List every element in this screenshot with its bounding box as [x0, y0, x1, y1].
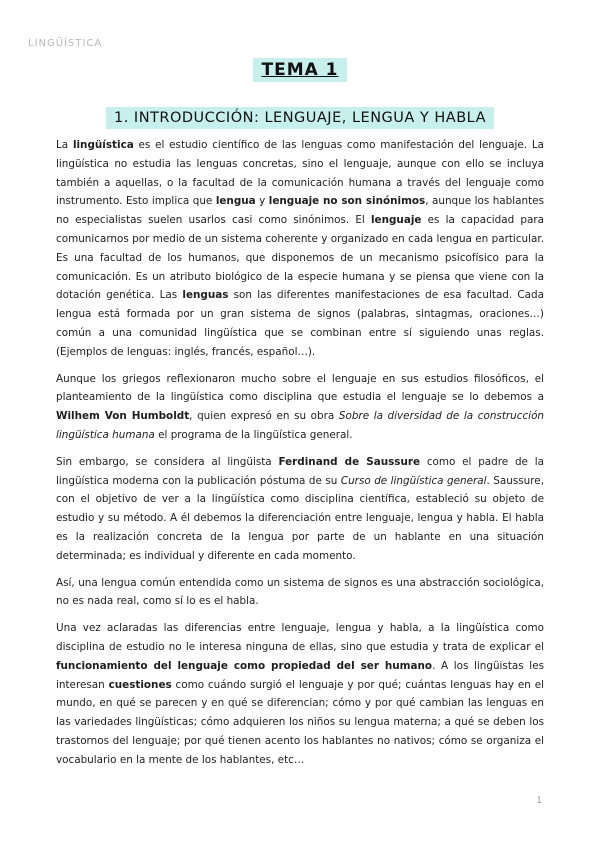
- text-run: Así, una lengua común entendida como un sistema de signos es una abstracción sociológica, no es nada real, como sí lo es el habla.: [56, 576, 544, 608]
- bold-term: funcionamiento del lenguaje como propiedad del ser humano: [56, 659, 433, 672]
- paragraph: [56, 136, 544, 362]
- text-run: son las diferentes manifestaciones de esa facultad. Cada lengua está formada por un gran sistema de signos (palabras, sintagmas, oraciones…) común a una comunidad lingüística que se combinan entre sí siguiendo unas reglas. (Ejemplos de lenguas: inglés, francés, español…).: [56, 289, 544, 358]
- text-run: Sin embargo, se considera al lingüista: [56, 455, 279, 468]
- text-run: Aunque los griegos reflexionaron mucho sobre el lenguaje en sus estudios filosóficos, el planteamiento de la lingüística como disciplina que estudia el lenguaje se lo debemos a: [56, 372, 544, 404]
- text-run: es la capacidad para comunicarnos por medio de un sistema coherente y organizado en cada lengua en particular. Es una facultad de los humanos, que disponemos de un mecanismo psicofísico para la comunicación. Es un atributo biológico de la especie humana y se piensa que viene con la dotación genética. Las: [56, 214, 545, 302]
- section-heading: 1. INTRODUCCIÓN: LENGUAJE, LENGUA Y HABLA: [106, 107, 494, 129]
- title-container: [0, 58, 600, 82]
- bold-term: lenguaje no son sinónimos: [268, 195, 426, 208]
- paragraph: [56, 370, 544, 445]
- text-run: como cuándo surgió el lenguaje y por qué; cuántas lenguas hay en el mundo, en qué se parecen y en qué se diferencian; cómo y por qué cambian las lenguas en las variedades lingüísticas; cómo adquieren los niños su lengua materna; a qué se deben los trastornos del lenguaje; por qué tienen acento los hablantes no nativos; cómo se organiza el vocabulario en la mente de los hablantes, etc…: [56, 678, 544, 766]
- text-run: el programa de la lingüística general.: [154, 428, 353, 441]
- page-title: TEMA 1: [253, 58, 346, 82]
- text-run: , aunque los hablantes no especialistas suelen usarlos casi como sinónimos. El: [56, 195, 544, 227]
- paragraph: [56, 453, 544, 566]
- text-run: , quien expresó en su obra: [189, 410, 339, 423]
- text-run: . A los lingüistas les interesan: [56, 659, 545, 691]
- text-run: Una vez aclaradas las diferencias entre lenguaje, lengua y habla, a la lingüística como disciplina de estudio no le interesa ninguna de ellas, sino que estudia y trata de explicar el: [56, 622, 544, 653]
- bold-term: lingüística: [72, 139, 134, 151]
- section-container: [0, 107, 600, 129]
- text-run: . Saussure, con el objetivo de ver a la lingüística como disciplina científica, estableció su objeto de estudio y su método. A él debemos la diferenciación entre lenguaje, lengua y habla. El habla es la realización concreta de la lengua por parte de un hablante en una situación determinada; es individual y diferente en cada momento.: [56, 474, 544, 562]
- body-text: [56, 136, 544, 778]
- bold-term: Wilhem Von Humboldt: [56, 410, 190, 423]
- italic-title: Sobre la diversidad de la construcción lingüística humana: [56, 410, 545, 441]
- text-run: La: [56, 139, 73, 151]
- text-run: es el estudio científico de las lenguas como manifestación del lenguaje. La lingüística no estudia las lenguas concretas, sino el lenguaje, aunque con ello se incluya también a aquellas, o la facultad de la comunicación humana a través del lenguaje como instrumento. Esto implica que: [56, 139, 544, 208]
- bold-term: cuestiones: [108, 678, 172, 691]
- running-header: LINGÜÍSTICA: [28, 38, 103, 49]
- italic-title: Curso de lingüística general: [340, 474, 487, 487]
- bold-term: Ferdinand de Saussure: [278, 455, 421, 468]
- text-run: como el padre de la lingüística moderna con la publicación póstuma de su: [56, 455, 544, 487]
- bold-term: lenguaje: [370, 214, 422, 227]
- text-run: y: [255, 195, 269, 208]
- bold-term: lengua: [215, 195, 256, 208]
- paragraph: [56, 619, 544, 769]
- page-number: 1: [536, 796, 542, 806]
- paragraph: [56, 574, 544, 612]
- bold-term: lenguas: [182, 289, 229, 302]
